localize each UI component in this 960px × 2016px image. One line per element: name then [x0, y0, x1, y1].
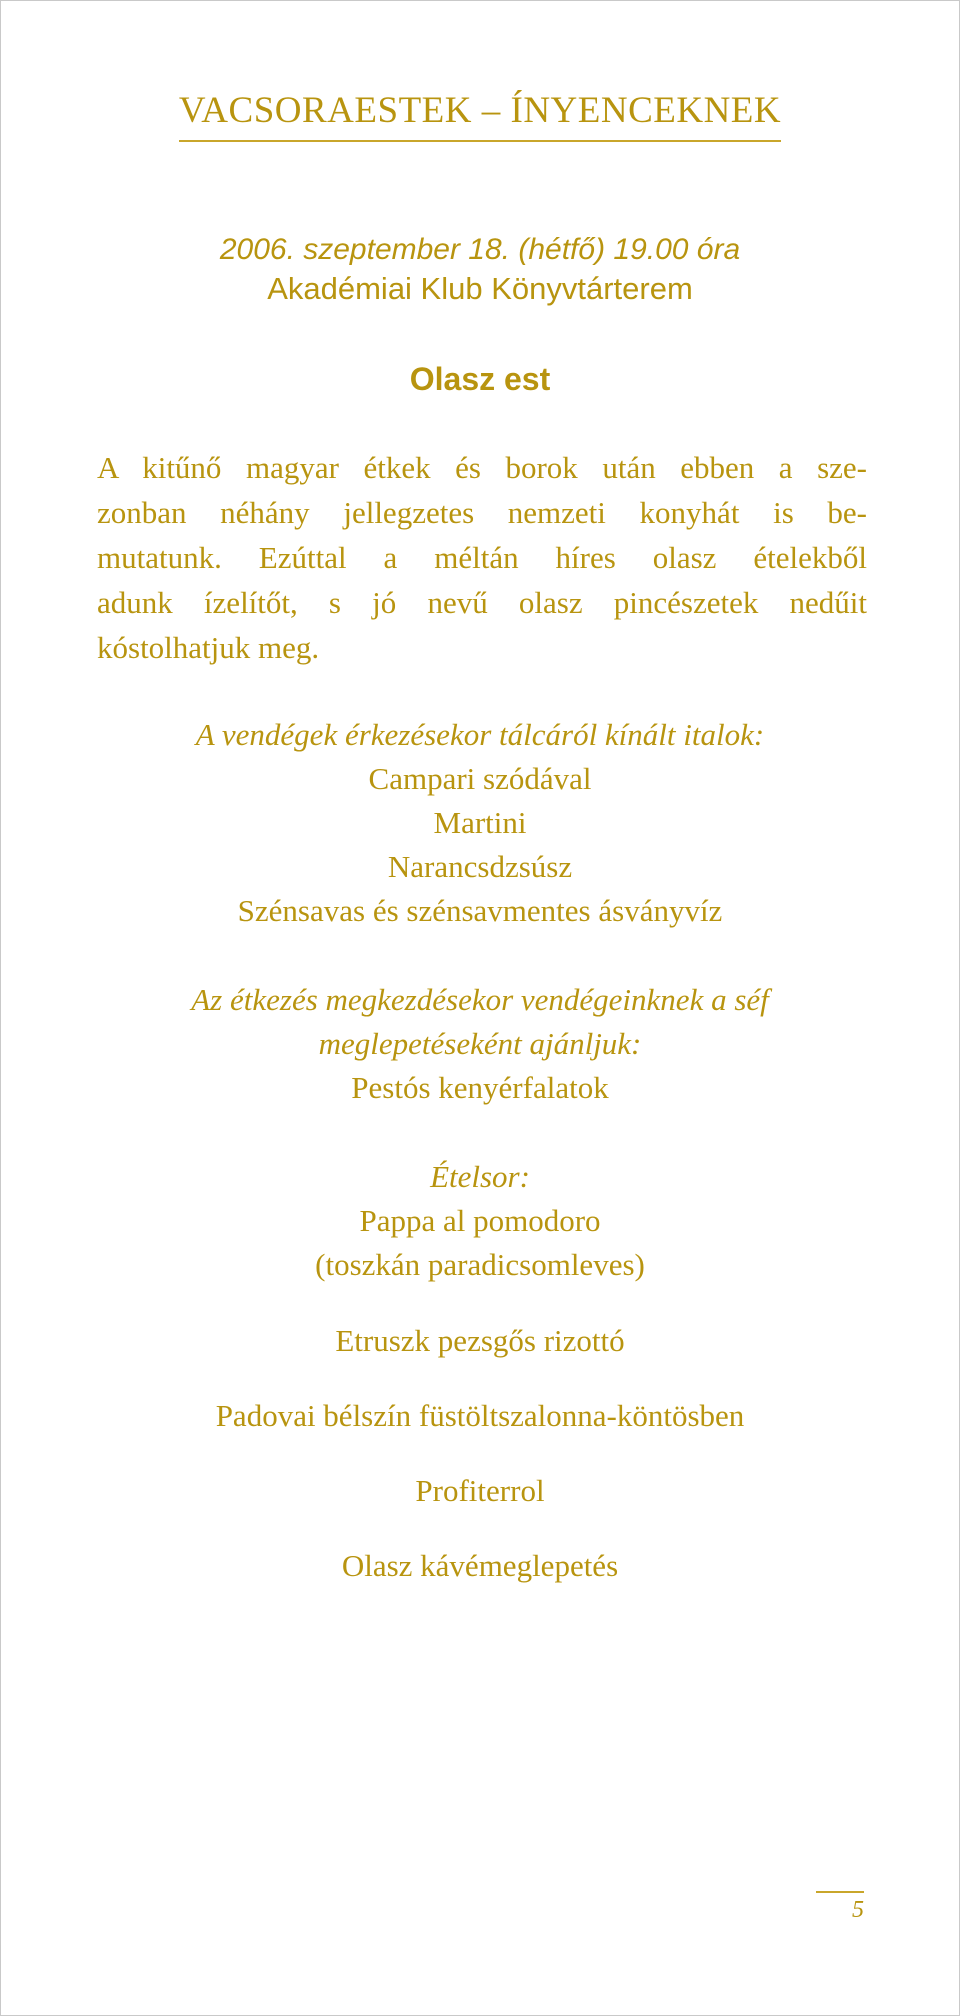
- drink-item: Szénsavas és szénsavmentes ásványvíz: [237, 893, 723, 928]
- menu-heading: Ételsor:: [430, 1159, 530, 1194]
- event-venue: Akadémiai Klub Könyvtárterem: [267, 271, 693, 306]
- starter-heading: Az étkezés megkezdésekor vendégeinknek a séf: [191, 982, 769, 1017]
- drink-item: Martini: [433, 805, 527, 840]
- menu-course-4: [1, 1469, 959, 1513]
- menu-course: Profiterrol: [415, 1473, 545, 1508]
- page-title: VACSORAESTEK – ÍNYENCEKNEK: [179, 89, 781, 142]
- intro-line: adunk ízelítőt, s jó nevű olasz pincészetek nedűit: [97, 585, 867, 620]
- starter-item: Pestós kenyérfalatok: [351, 1070, 609, 1105]
- welcome-drinks-section: [1, 713, 959, 933]
- event-date: 2006. szeptember 18. (hétfő) 19.00 óra: [219, 233, 741, 266]
- starter-section: [1, 978, 959, 1110]
- menu-course-5: [1, 1544, 959, 1588]
- menu-course-note: (toszkán paradicsomleves): [315, 1247, 645, 1282]
- menu-course-2: [1, 1319, 959, 1363]
- event-name: Olasz est: [409, 361, 551, 397]
- menu-course-3: [1, 1394, 959, 1438]
- intro-line: kóstolhatjuk meg.: [97, 630, 320, 665]
- menu-course: Pappa al pomodoro: [359, 1203, 601, 1238]
- menu-course: Etruszk pezsgős rizottó: [335, 1323, 625, 1358]
- footer-rule: [816, 1891, 864, 1893]
- welcome-drinks-heading: A vendégek érkezésekor tálcáról kínált italok:: [195, 717, 765, 752]
- intro-paragraph: [97, 445, 867, 670]
- drink-item: Campari szódával: [368, 761, 592, 796]
- menu-course: Olasz kávémeglepetés: [341, 1548, 619, 1583]
- intro-line: zonban néhány jellegzetes nemzeti konyhát is be-: [97, 495, 867, 530]
- drink-item: Narancsdzsúsz: [387, 849, 573, 884]
- title-block: [1, 89, 959, 142]
- intro-line: mutatunk. Ezúttal a méltán híres olasz ételekből: [97, 540, 867, 575]
- starter-heading: meglepetéseként ajánljuk:: [318, 1026, 642, 1061]
- intro-line: A kitűnő magyar étkek és borok után ebben a sze-: [97, 450, 867, 485]
- menu-section: [1, 1155, 959, 1287]
- page-number: 5: [852, 1897, 864, 1923]
- menu-course: Padovai bélszín füstöltszalonna-köntösben: [215, 1398, 745, 1433]
